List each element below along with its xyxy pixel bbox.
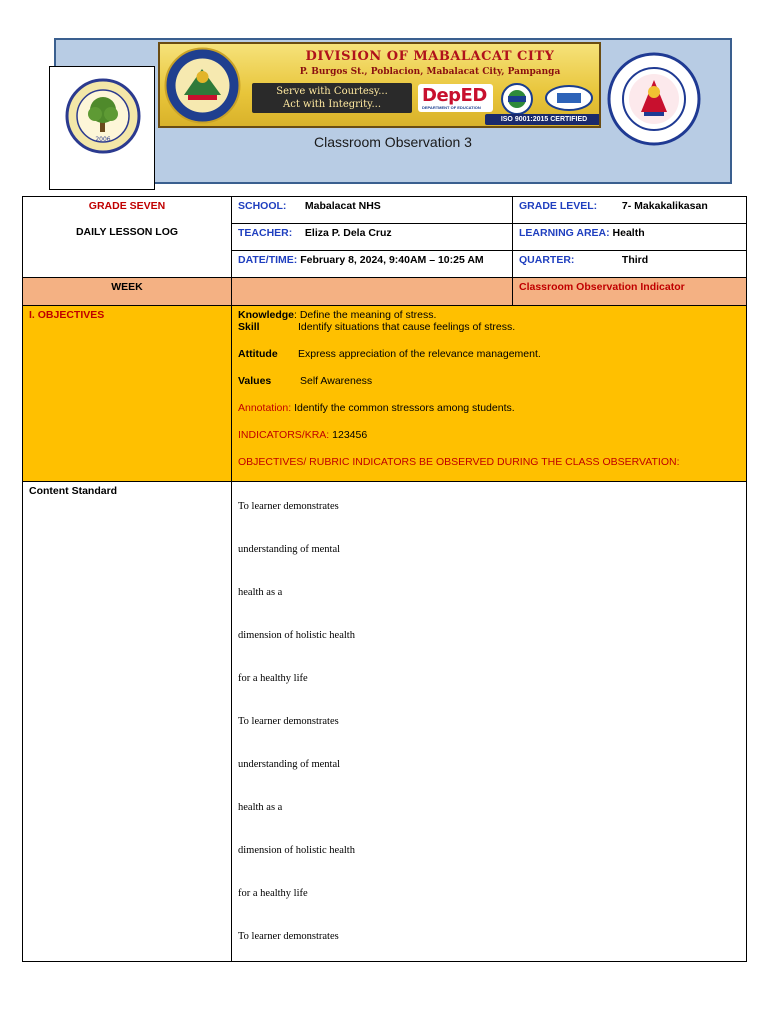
objective-values [238, 375, 740, 387]
quarter-label: QUARTER: [519, 254, 575, 266]
content-standard-line: for a healthy life [238, 673, 308, 684]
school-value: Mabalacat NHS [304, 200, 381, 212]
quarter-value: Third [621, 254, 649, 266]
observation-indicator-label: Classroom Observation Indicator [519, 281, 685, 293]
indicators-value: 123456 [332, 429, 368, 441]
attitude-value: Express appreciation of the relevance management. [298, 348, 541, 360]
week-cell [23, 278, 232, 306]
grade-label: GRADE SEVEN [88, 200, 166, 212]
values-value: Self Awareness [300, 375, 373, 387]
quarter-cell [513, 251, 747, 278]
objective-knowledge [238, 309, 740, 321]
content-standard-line: To learner demonstrates [238, 931, 339, 942]
table-row [23, 306, 747, 482]
content-standard-line: To learner demonstrates [238, 501, 339, 512]
content-standard-line: understanding of mental [238, 759, 341, 770]
school-logo-icon [65, 78, 141, 154]
learning-area-value: Health [612, 227, 645, 239]
content-standard-label: Content Standard [29, 485, 118, 497]
teacher-cell [232, 224, 513, 251]
table-row [23, 278, 747, 306]
annotation-label: Annotation: [238, 402, 292, 414]
datetime-label: DATE/TIME: [238, 254, 298, 266]
objective-indicators [238, 429, 740, 441]
content-standard-line: To learner demonstrates [238, 716, 339, 727]
skill-value: Identify situations that cause feelings of stress. [298, 321, 516, 333]
learning-area-cell [513, 224, 747, 251]
content-standard-line: for a healthy life [238, 888, 308, 899]
grade-level-cell [513, 197, 747, 224]
table-row [23, 197, 747, 224]
objective-attitude [238, 348, 740, 360]
svg-text:2006: 2006 [95, 136, 111, 143]
grade-level-value: 7- Makakalikasan [621, 200, 708, 212]
content-standard-line: dimension of holistic health [238, 845, 355, 856]
teacher-label: TEACHER: [238, 227, 293, 239]
school-logo-frame [49, 66, 155, 190]
certification-logo-icon [544, 84, 594, 112]
annotation-value: Identify the common stressors among students. [294, 402, 515, 414]
grade-info-cell [23, 197, 232, 278]
indicators-label: INDICATORS/KRA: [238, 429, 330, 441]
content-standard-text [238, 485, 740, 958]
objectives-label-cell [23, 306, 232, 482]
deped-logo-text: DepED [422, 85, 487, 106]
learning-area-label: LEARNING AREA: [519, 227, 610, 239]
values-label: Values [238, 375, 272, 387]
week-label: WEEK [111, 281, 143, 293]
deped-seal-icon [607, 52, 701, 146]
school-label: SCHOOL: [238, 200, 287, 212]
objective-skill [238, 321, 740, 333]
log-type-label: DAILY LESSON LOG [75, 226, 179, 238]
content-standard-line: dimension of holistic health [238, 630, 355, 641]
objective-annotation [238, 402, 740, 414]
deped-logo [418, 84, 493, 112]
attitude-label: Attitude [238, 348, 278, 360]
division-banner [158, 42, 601, 128]
skill-label: Skill [238, 321, 260, 333]
content-standard-line: health as a [238, 587, 283, 598]
motto-line-2: Act with Integrity... [283, 99, 381, 110]
content-standard-line: understanding of mental [238, 544, 341, 555]
content-standard-line: health as a [238, 802, 283, 813]
teacher-value: Eliza P. Dela Cruz [304, 227, 392, 239]
iso-certification-label: ISO 9001:2015 CERTIFIED [485, 114, 601, 125]
motto-line-1: Serve with Courtesy... [276, 86, 388, 97]
knowledge-value: : Define the meaning of stress. [294, 309, 437, 321]
content-standard-label-cell [23, 482, 232, 962]
objectives-label: I. OBJECTIVES [29, 309, 105, 321]
datetime-value: February 8, 2024, 9:40AM – 10:25 AM [300, 254, 484, 266]
deped-logo-subtext: DEPARTMENT OF EDUCATION [422, 105, 481, 110]
observation-indicator-cell [513, 278, 747, 306]
table-row [23, 482, 747, 962]
page-title: Classroom Observation 3 [314, 134, 472, 150]
content-standard-text-cell [232, 482, 747, 962]
grade-level-label: GRADE LEVEL: [519, 200, 598, 212]
division-motto [252, 83, 412, 113]
school-cell [232, 197, 513, 224]
division-address: P. Burgos St., Poblacion, Mabalacat City, Pampanga [299, 67, 561, 77]
datetime-cell [232, 251, 513, 278]
division-seal-icon [164, 47, 241, 124]
objectives-content-cell [232, 306, 747, 482]
daily-lesson-log-table [22, 196, 747, 962]
week-value-cell [232, 278, 513, 306]
knowledge-label: Knowledge [238, 309, 295, 321]
rubric-note: OBJECTIVES/ RUBRIC INDICATORS BE OBSERVED DURING THE CLASS OBSERVATION: [238, 456, 680, 468]
division-title: DIVISION OF MABALACAT CITY [305, 49, 555, 64]
certification-badge-icon [498, 82, 536, 116]
